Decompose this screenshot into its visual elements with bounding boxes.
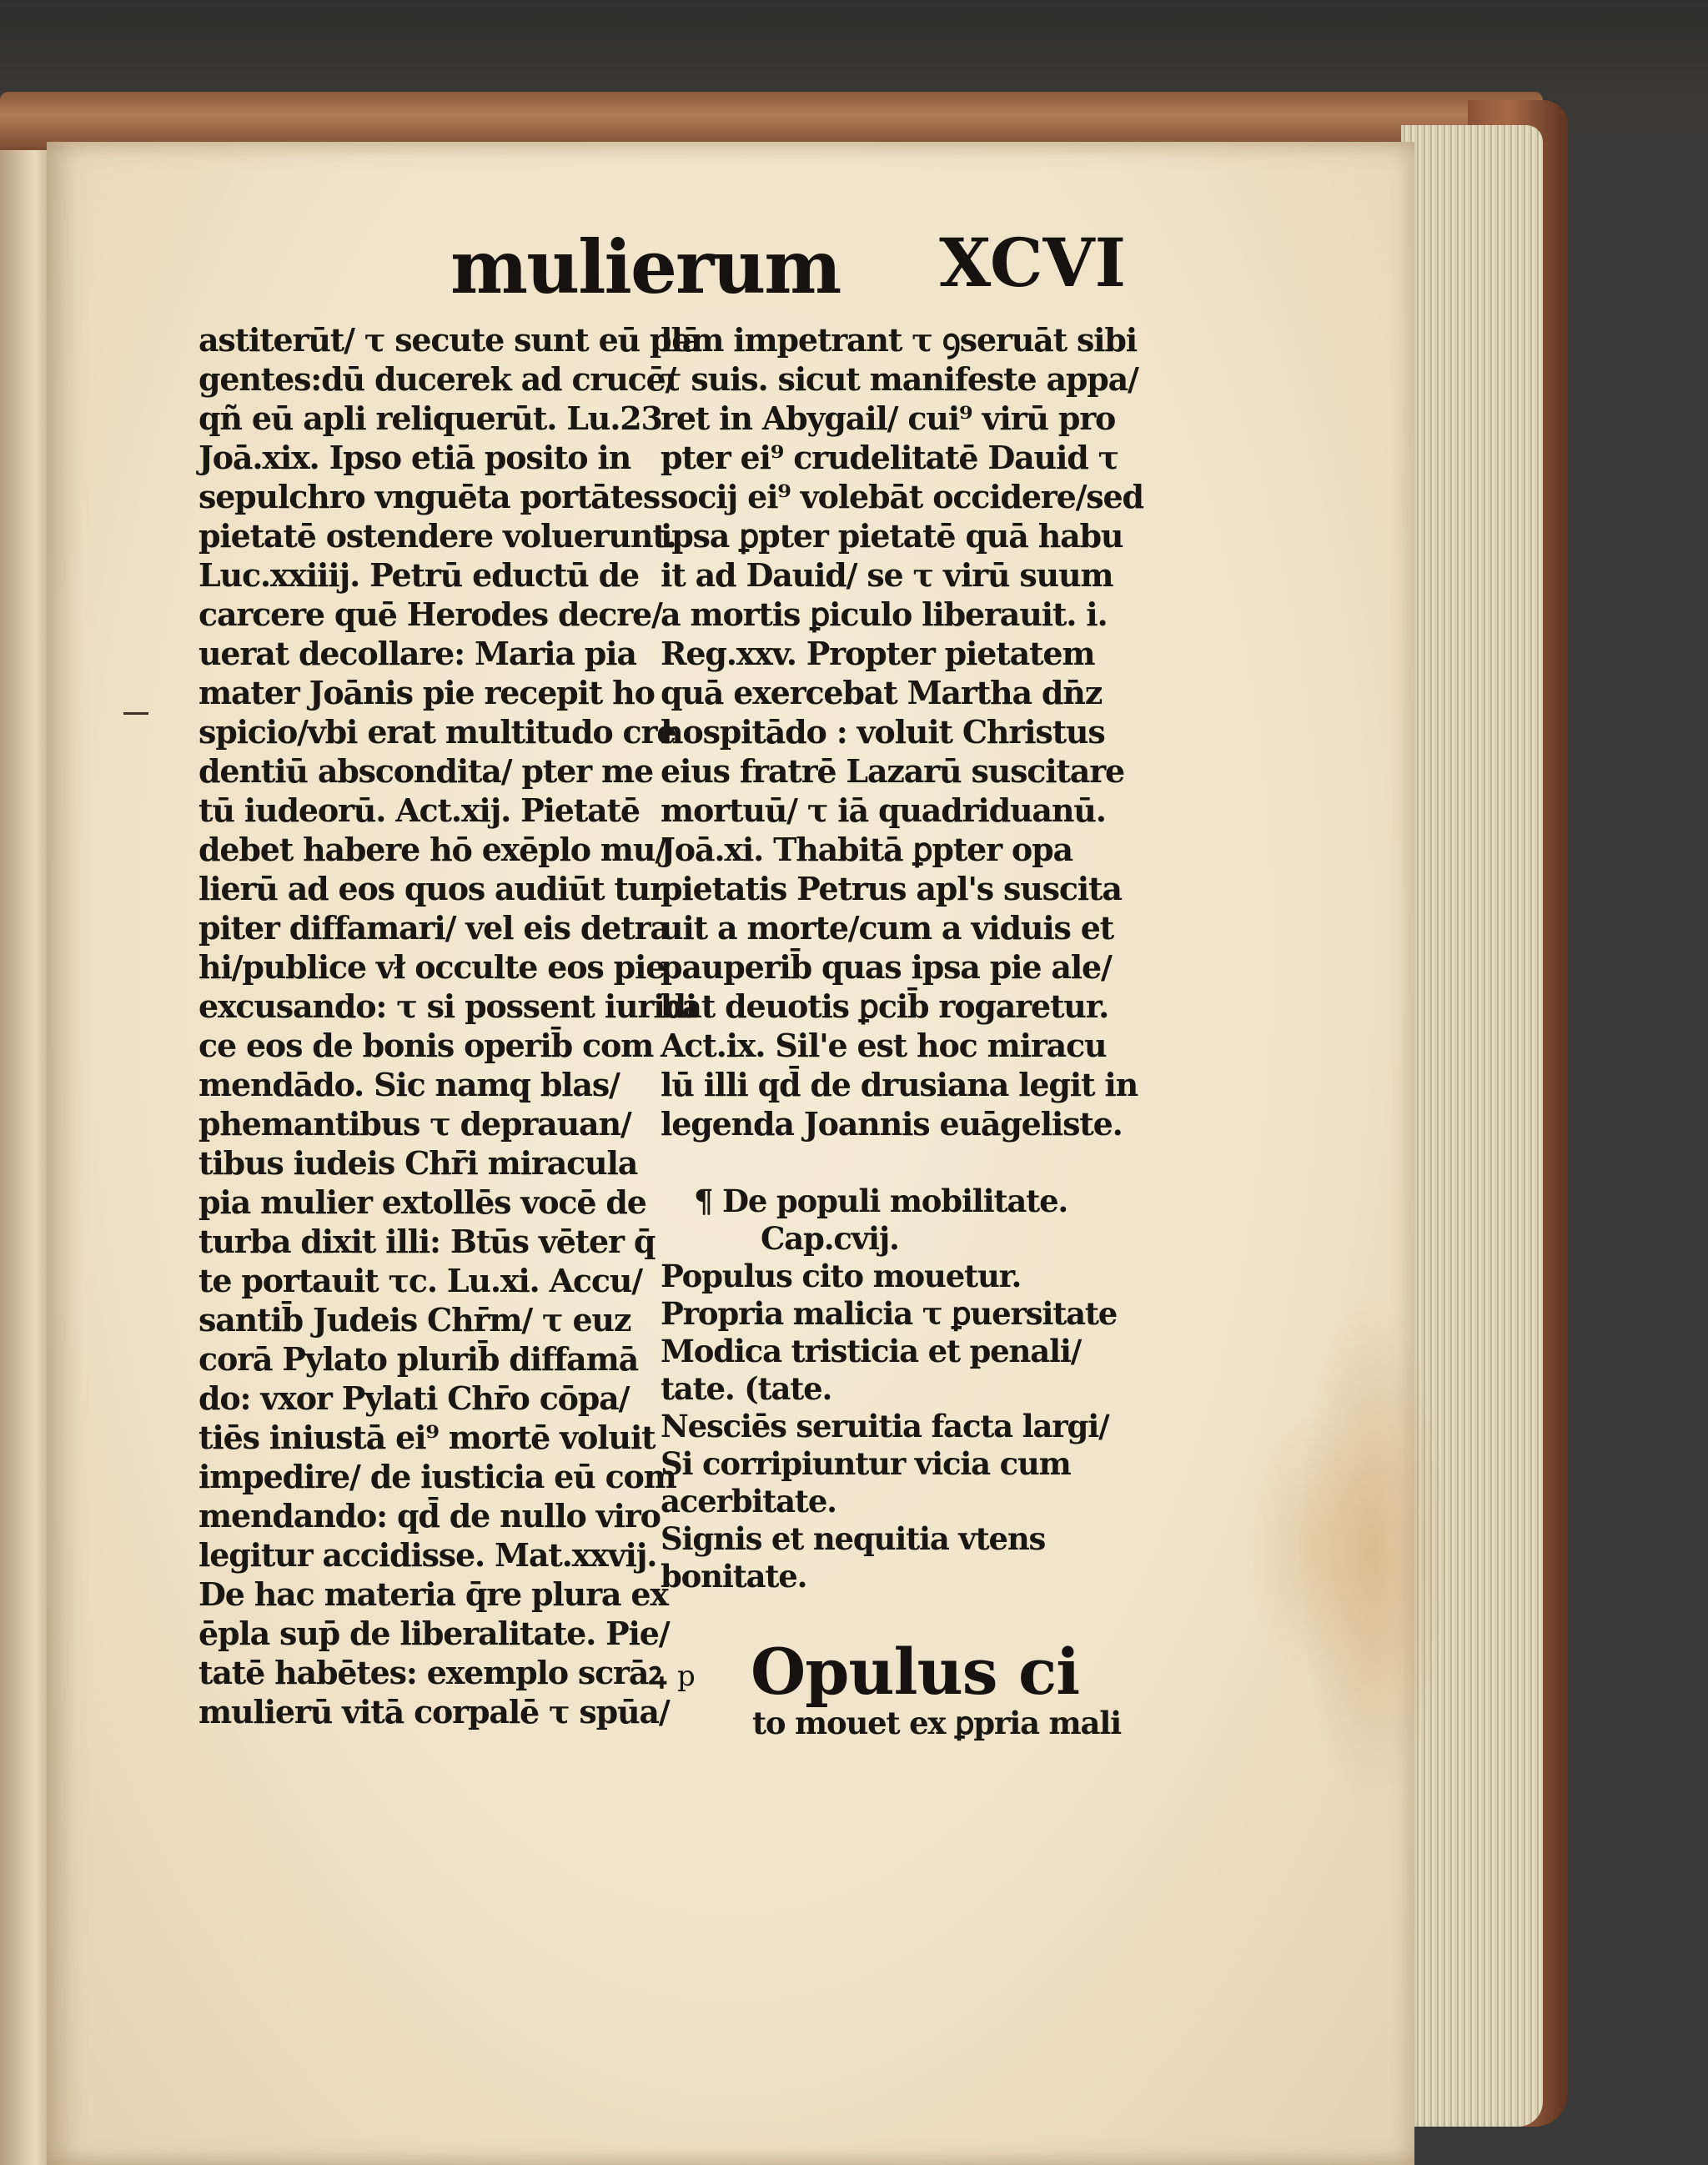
folio-number: XCVI (939, 224, 1126, 302)
text-line: pietatis Petrus apl's suscita (661, 870, 1122, 907)
page-header (450, 224, 1126, 315)
text-line: Act.ix. Sil'e est hoc miracu (661, 1027, 1107, 1064)
text-line: Joā.xi. Thabitā ꝑpter opa (661, 831, 1073, 868)
text-line: ipsa ꝑpter pietatē quā habu (661, 517, 1123, 555)
text-line: mendādo. Sic namq̧ blas/ (198, 1066, 620, 1103)
text-line: dentiū abscondita/ pter me (198, 752, 653, 790)
text-line: excusando: τ si possent iuridi (198, 987, 697, 1025)
text-line: ce eos de bonis operib̄ com (198, 1027, 654, 1064)
text-line: impedire/ de iusticia eū com (198, 1458, 676, 1495)
text-line: quā exercebat Martha dn̄z (661, 674, 1103, 711)
text-line: Luc.xxiiij. Petrū eductū de (198, 556, 639, 594)
text-line: gentes:dū ducerek ad crucē/ (198, 360, 676, 398)
text-line: phemantibus τ deprauan/ (198, 1105, 631, 1143)
text-line: mulierū vitā corpalē τ spūa/ (198, 1693, 670, 1730)
text-line: tiēs iniustā ei⁹ mortē voluit (198, 1419, 656, 1456)
text-line: lem impetrant τ ꝯseruāt sibi (661, 321, 1138, 359)
chapter-section (661, 1183, 1118, 1595)
text-line: debet habere hō exēplo mu/ (198, 831, 666, 868)
text-line: tatē habētes: exemplo scrāꝝ (198, 1654, 666, 1691)
text-line: bat deuotis ꝑcib̄ rogaretur. (661, 987, 1109, 1025)
text-line: sepulchro vnguēta portātes (198, 478, 661, 515)
text-line: uerat decollare: Maria pia (198, 635, 636, 672)
text-line: astiterūt/ τ secute sunt eū plā (198, 321, 702, 359)
text-line: it ad Dauid/ se τ virū suum (661, 556, 1113, 594)
text-line: carcere quē Herodes decre/ (198, 595, 662, 633)
text-line: ret in Abygail/ cui⁹ virū pro (661, 399, 1116, 437)
text-line: Reg.xxv. Propter pietatem (661, 635, 1095, 672)
text-line: spicio/vbi erat multitudo cre (198, 713, 676, 751)
page-fore-edge (1401, 125, 1543, 2127)
text-line: legitur accidisse. Mat.xxvij. (198, 1536, 657, 1574)
text-line: turba dixit illi: Btūs vēter q̄ (198, 1223, 656, 1260)
text-line: piter diffamari/ vel eis detra (198, 909, 670, 947)
chapter-summary (661, 1258, 1118, 1595)
text-line: qñ eū apli reliquerūt. Lu.23 (198, 399, 662, 437)
text-line: mendando: qd̄ de nullo viro (198, 1497, 661, 1535)
text-line: mortuū/ τ iā quadriduanū. (661, 791, 1106, 829)
text-line: lū illi qd̄ de drusiana legit in (661, 1066, 1138, 1103)
text-line: tū iudeorū. Act.xij. Pietatē (198, 791, 640, 829)
text-line: socij ei⁹ volebāt occidere/sed (661, 478, 1143, 515)
text-line: tate. (tate. (661, 1370, 832, 1407)
text-line: legenda Joannis euāgeliste. (661, 1105, 1123, 1143)
chapter-number: Cap.cvij. (761, 1220, 899, 1257)
text-line: hi/publice vł occulte eos pie (198, 948, 666, 986)
text-line: Propria malicia τ ꝑuersitate (661, 1295, 1118, 1332)
text-line: Joā.xix. Ipso etiā posito in (198, 439, 631, 476)
text-line: do: vxor Pylati Chr̄o cōpa/ (198, 1379, 630, 1417)
text-line: Si corripiuntur vicia cum (661, 1445, 1071, 1482)
text-line: ēpla sup̄ de liberalitate. Pie/ (198, 1615, 670, 1652)
text-line: uit a morte/cum a viduis et (661, 909, 1114, 947)
text-line: pauperib̄ quas ipsa pie ale/ (661, 948, 1112, 986)
left-page-gutter (0, 150, 50, 2165)
text-line: corā Pylato plurib̄ diffamā (198, 1340, 639, 1378)
text-line: Populus cito mouetur. (661, 1258, 1022, 1294)
text-line: pter ei⁹ crudelitatē Dauid τ (661, 439, 1118, 476)
text-line: santib̄ Judeis Chr̄m/ τ euz (198, 1301, 631, 1339)
text-line: a mortis ꝑiculo liberauit. i. (661, 595, 1108, 633)
left-text-column (198, 320, 702, 1731)
margin-mark (123, 712, 148, 715)
text-line: te portauit τc. Lu.xi. Accu/ (198, 1262, 642, 1299)
text-line: Nesciēs seruitia facta largi/ (661, 1408, 1109, 1444)
text-line: hospitādo : voluit Christus (661, 713, 1105, 751)
right-text-column (661, 320, 1143, 1143)
running-head: mulierum (450, 224, 841, 310)
water-stain (1248, 1409, 1373, 1685)
text-line: bonitate. (661, 1558, 807, 1595)
text-line: to mouet ex ꝑpria mali (752, 1705, 1121, 1741)
text-line: De hac materia q̄re plura ex (198, 1575, 668, 1613)
chapter-opening (677, 1635, 1111, 1710)
text-line: Signis et nequitia vtens (661, 1520, 1046, 1557)
text-line: τ suis. sicut manifeste appa/ (661, 360, 1138, 398)
text-line: tibus iudeis Chr̄i miracula (198, 1144, 638, 1182)
initial-word: Opulus ci (751, 1635, 1080, 1709)
text-line: pietatē ostendere voluerunt. (198, 517, 676, 555)
text-line: eius fratrē Lazarū suscitare (661, 752, 1125, 790)
guide-letter: p (677, 1660, 696, 1693)
text-line: Modica tristicia et penali/ (661, 1333, 1082, 1369)
text-line: mater Joānis pie recepit ho (198, 674, 655, 711)
text-line: pia mulier extollēs vocē de (198, 1183, 646, 1221)
text-line: lierū ad eos quos audiūt tur (198, 870, 666, 907)
text-line: acerbitate. (661, 1483, 836, 1520)
chapter-heading: ¶ De populi mobilitate. (694, 1183, 1068, 1219)
